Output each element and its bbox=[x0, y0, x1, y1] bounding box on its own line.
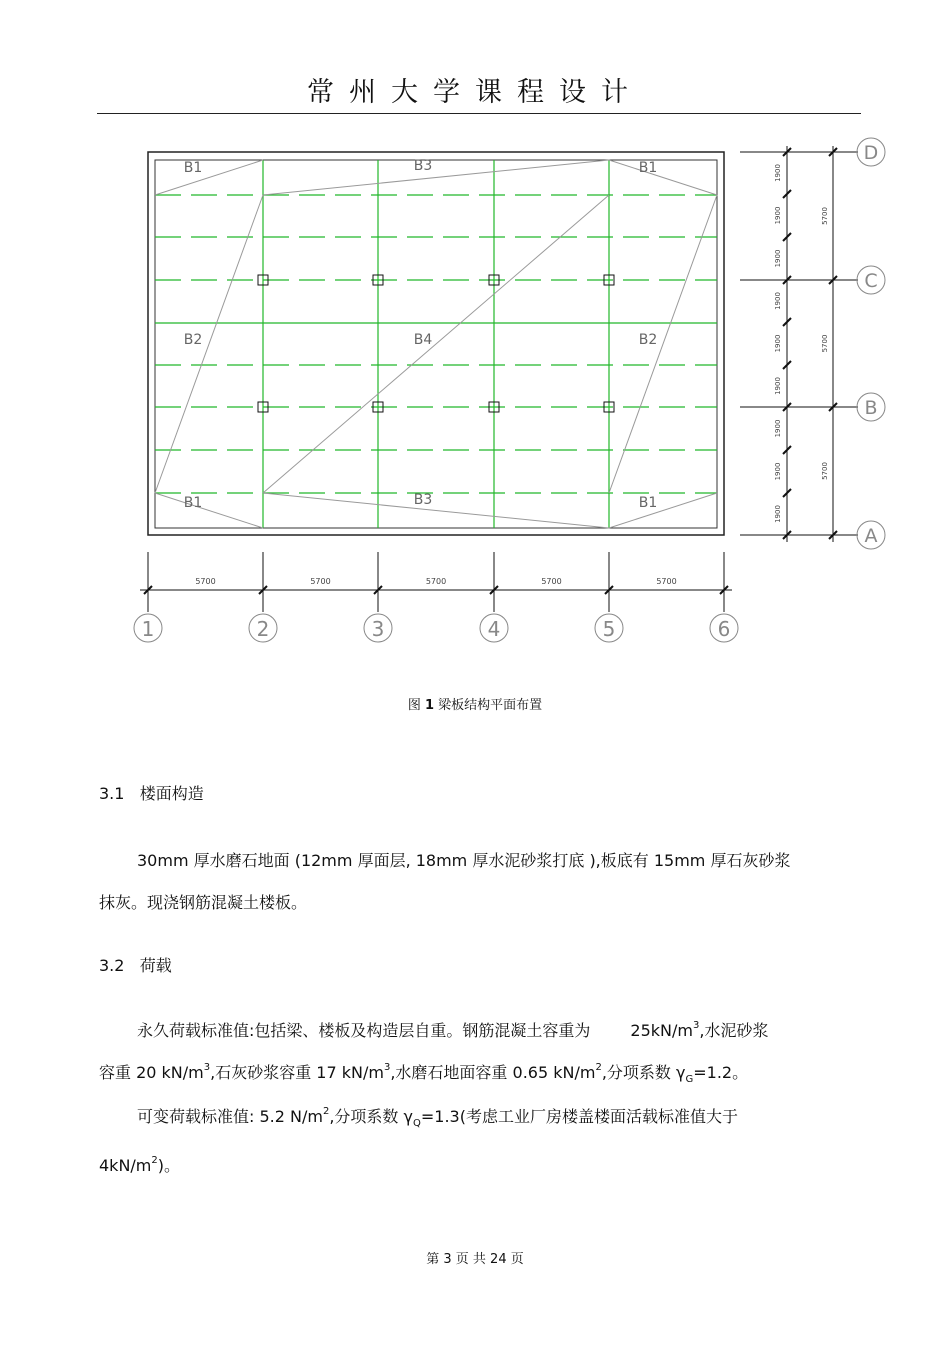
superscript: 3 bbox=[383, 1062, 391, 1073]
slab-label: B2 bbox=[183, 332, 203, 348]
axis-label: 6 bbox=[717, 617, 731, 641]
slab-diagonal bbox=[263, 493, 609, 528]
slab-diagonal bbox=[609, 160, 717, 195]
para-line: 抹灰。现浇钢筋混凝土楼板。 bbox=[99, 893, 308, 912]
slab-label: B1 bbox=[638, 160, 658, 176]
para-line: 30mm 厚水磨石地面 (12mm 厚面层, 18mm 厚水泥砂浆打底 ),板底有 15mm 厚石灰砂浆 bbox=[137, 851, 791, 870]
slab-diagonal bbox=[155, 160, 263, 195]
axis-label: 3 bbox=[371, 617, 385, 641]
span-dimension-text: 5700 bbox=[195, 577, 216, 586]
slab-label: B1 bbox=[183, 495, 203, 511]
sub-span-dimension-text: 1900 bbox=[774, 292, 782, 310]
sub-span-dimension-text: 1900 bbox=[774, 206, 782, 225]
text-run: =1.2。 bbox=[693, 1063, 749, 1082]
text-run: =1.3(考虑工业厂房楼盖楼面活载标准值大于 bbox=[420, 1107, 738, 1126]
superscript: 3 bbox=[692, 1020, 700, 1031]
slab-label: B1 bbox=[183, 160, 203, 176]
section-title: 荷载 bbox=[139, 956, 172, 975]
bottom-dimension-line bbox=[134, 552, 738, 642]
caption-text: 梁板结构平面布置 bbox=[438, 698, 543, 713]
superscript: 2 bbox=[151, 1155, 158, 1167]
slab-label: B3 bbox=[413, 492, 433, 508]
sub-span-dimension-text: 1900 bbox=[774, 462, 782, 481]
text-run: 可变荷载标准值: 5.2 N/m bbox=[137, 1107, 323, 1126]
caption-number: 1 bbox=[424, 698, 435, 713]
slab-label: B2 bbox=[638, 332, 658, 348]
text-run: ,分项系数 γ bbox=[329, 1107, 413, 1126]
slab-diagonal bbox=[263, 195, 609, 493]
text-run: )。 bbox=[157, 1156, 181, 1176]
axis-label: 1 bbox=[141, 617, 155, 641]
axis-label: 2 bbox=[256, 617, 270, 641]
superscript: 2 bbox=[322, 1106, 330, 1117]
section-heading-3-1 bbox=[99, 781, 204, 804]
slab-diagonal bbox=[155, 195, 263, 493]
section-number: 3.1 bbox=[99, 784, 125, 803]
sub-span-dimension-text: 1900 bbox=[774, 334, 782, 353]
section-title: 楼面构造 bbox=[139, 784, 204, 803]
axis-label: D bbox=[863, 142, 879, 164]
sub-span-dimension-text: 1900 bbox=[774, 505, 782, 523]
beam-slab-plan-drawing bbox=[0, 0, 950, 660]
axis-label: B bbox=[864, 397, 878, 419]
slab-diagonal bbox=[263, 160, 609, 195]
span-dimension-text: 5700 bbox=[541, 577, 562, 586]
slab-diagonal bbox=[609, 195, 717, 493]
text-run: ,水泥砂浆 bbox=[699, 1021, 769, 1040]
text-run: 4kN/m bbox=[99, 1156, 152, 1176]
axis-label: 4 bbox=[487, 617, 501, 641]
caption-prefix: 图 bbox=[407, 698, 421, 713]
span-dimension-text: 5700 bbox=[425, 577, 447, 586]
sub-span-dimension-text: 1900 bbox=[774, 419, 782, 438]
page-footer: 第 3 页 共 24 页 bbox=[426, 1252, 524, 1267]
axis-label: C bbox=[864, 270, 878, 292]
subscript: Q bbox=[413, 1118, 421, 1130]
span-dimension-text: 5700 bbox=[310, 577, 331, 586]
row-span-dimension-text: 5700 bbox=[821, 462, 829, 480]
superscript: 3 bbox=[203, 1062, 211, 1073]
paragraph-floor-construction bbox=[99, 840, 859, 924]
paragraph-permanent-load bbox=[99, 1010, 859, 1101]
sub-span-dimension-text: 1900 bbox=[774, 164, 782, 182]
text-run: 永久荷载标准值:包括梁、楼板及构造层自重。钢筋混凝土容重为 bbox=[137, 1021, 591, 1040]
section-number: 3.2 bbox=[99, 956, 125, 975]
text-run: 容重 20 kN/m bbox=[99, 1063, 204, 1082]
text-run: ,水磨石地面容重 0.65 kN/m bbox=[390, 1063, 596, 1082]
right-dimension-line bbox=[740, 138, 885, 549]
slab-diagonal bbox=[155, 493, 263, 528]
row-span-dimension-text: 5700 bbox=[821, 207, 829, 225]
text-run: ,分项系数 γ bbox=[601, 1063, 686, 1082]
superscript: 2 bbox=[595, 1062, 602, 1073]
figure-caption bbox=[0, 694, 950, 713]
page-header-title: 常州大学课程设计 bbox=[307, 77, 643, 108]
slab-division-lines bbox=[155, 160, 717, 528]
slab-label: B1 bbox=[638, 495, 658, 511]
axis-label: A bbox=[864, 525, 878, 547]
section-heading-3-2 bbox=[99, 953, 172, 976]
paragraph-variable-load bbox=[99, 1096, 859, 1187]
subscript: G bbox=[685, 1074, 694, 1086]
text-run: ,石灰砂浆容重 17 kN/m bbox=[210, 1063, 384, 1082]
slab-labels bbox=[184, 158, 658, 511]
slab-label: B4 bbox=[413, 332, 433, 348]
axis-label: 5 bbox=[602, 617, 616, 641]
row-span-dimension-text: 5700 bbox=[821, 334, 829, 353]
sub-span-dimension-text: 1900 bbox=[774, 249, 782, 268]
sub-span-dimension-text: 1900 bbox=[774, 377, 782, 395]
slab-diagonal bbox=[609, 493, 717, 528]
slab-label: B3 bbox=[413, 158, 433, 174]
span-dimension-text: 5700 bbox=[656, 577, 677, 586]
text-run: 25kN/m bbox=[630, 1021, 693, 1040]
